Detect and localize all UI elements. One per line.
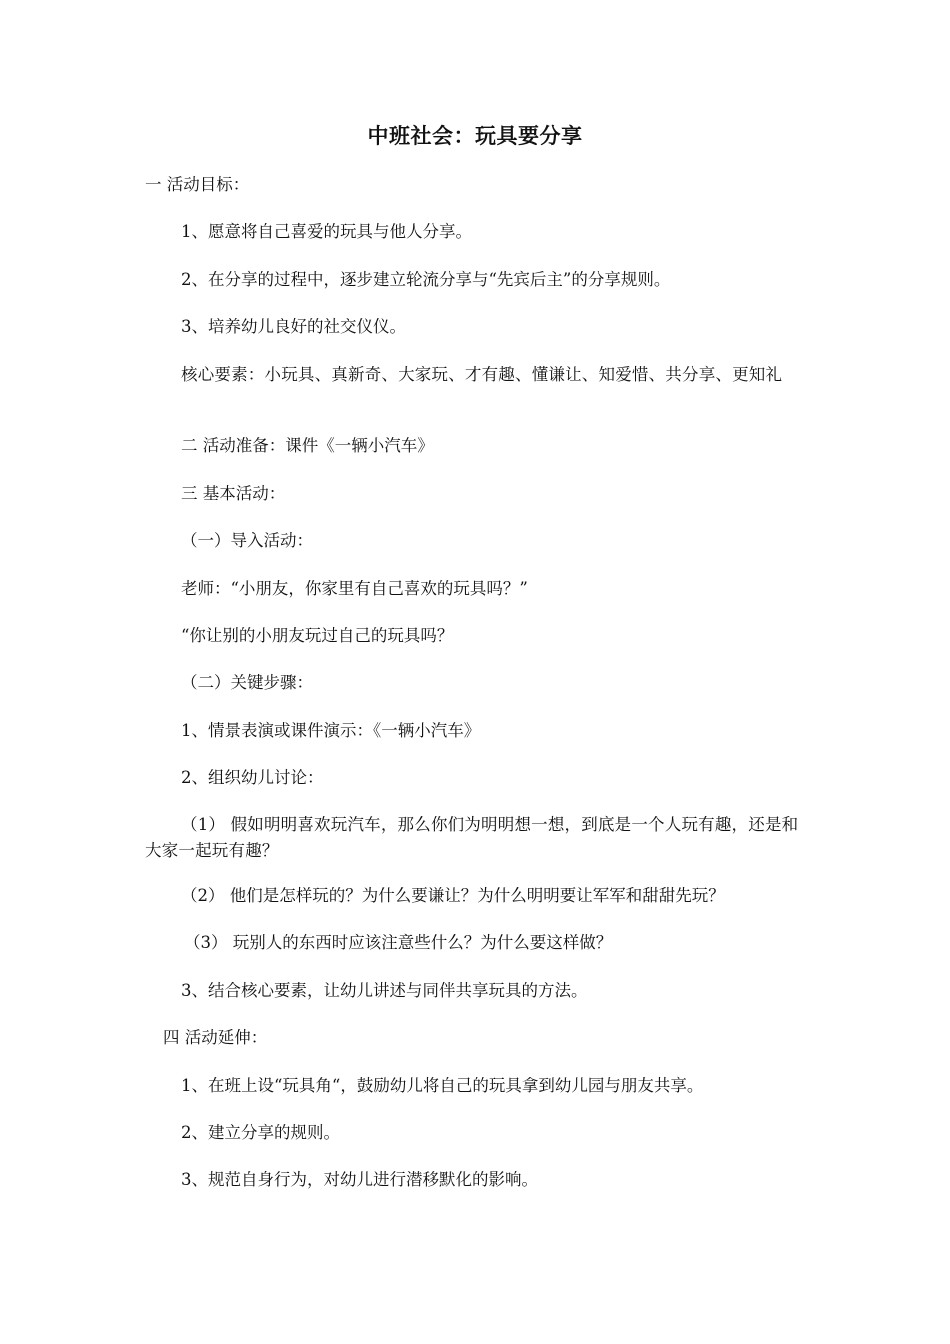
section-heading-preparation: 二 活动准备：课件《一辆小汽车》 — [181, 436, 434, 455]
goal-item-1: 1、愿意将自己喜爱的玩具与他人分享。 — [181, 222, 472, 241]
document-title: 中班社会：玩具要分享 — [367, 124, 583, 148]
goal-item-2: 2、在分享的过程中，逐步建立轮流分享与“先宾后主”的分享规则。 — [181, 270, 671, 289]
step-item-2: 2、组织幼儿讨论： — [181, 768, 324, 787]
extension-item-3: 3、规范自身行为，对幼儿进行潜移默化的影响。 — [181, 1170, 538, 1189]
section-heading-activities: 三 基本活动： — [181, 484, 286, 503]
section-heading-extension: 四 活动延伸： — [163, 1028, 268, 1047]
step-item-1: 1、情景表演或课件演示：《一辆小汽车》 — [181, 721, 481, 740]
teacher-question-1: 老师：“小朋友，你家里有自己喜欢的玩具吗？” — [181, 579, 528, 598]
subheading-key-steps: （二）关键步骤： — [181, 673, 313, 692]
subheading-intro: （一）导入活动： — [181, 531, 313, 550]
discussion-question-1: （1） 假如明明喜欢玩汽车，那么你们为明明想一想，到底是一个人玩有趣，还是和大家一起玩有趣？ — [145, 815, 799, 860]
core-elements-paragraph: 核心要素：小玩具、真新奇、大家玩、才有趣、懂谦让、知爱惜、共分享、更知礼 — [181, 365, 783, 384]
extension-item-2: 2、建立分享的规则。 — [181, 1123, 340, 1142]
discussion-question-3: （3） 玩别人的东西时应该注意些什么？为什么要这样做？ — [184, 933, 613, 952]
step-item-3: 3、结合核心要素，让幼儿讲述与同伴共享玩具的方法。 — [181, 981, 588, 1000]
extension-item-1: 1、在班上设“玩具角“，鼓励幼儿将自己的玩具拿到幼儿园与朋友共享。 — [181, 1076, 704, 1095]
discussion-question-2: （2） 他们是怎样玩的？为什么要谦让？为什么明明要让军军和甜甜先玩？ — [181, 886, 725, 905]
teacher-question-2: “你让别的小朋友玩过自己的玩具吗？ — [181, 626, 454, 645]
section-heading-goals: 一 活动目标： — [145, 175, 250, 194]
goal-item-3: 3、培养幼儿良好的社交仪仪。 — [181, 317, 406, 336]
